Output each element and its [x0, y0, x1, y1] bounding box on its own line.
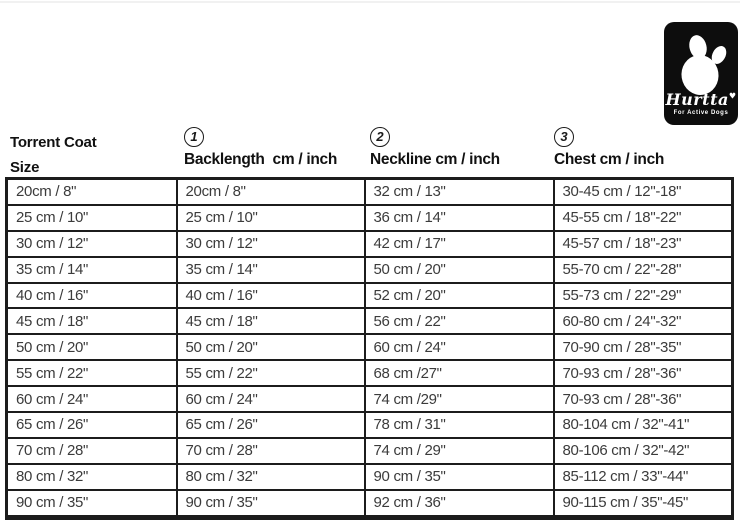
cell-chest: 55-70 cm / 22"-28": [554, 257, 733, 283]
table-title-block: [10, 130, 97, 180]
cell-neckline: 42 cm / 17": [365, 231, 554, 257]
logo-tagline: For Active Dogs: [673, 110, 729, 116]
cell-chest: 80-106 cm / 32"-42": [554, 438, 733, 464]
table-row: [7, 464, 733, 490]
cell-chest: 30-45 cm / 12"-18": [554, 179, 733, 205]
cell-size: 30 cm / 12": [7, 231, 177, 257]
cell-chest: 80-104 cm / 32"-41": [554, 412, 733, 438]
cell-backlength: 50 cm / 20": [177, 334, 365, 360]
page-top-divider: [0, 1, 740, 3]
cell-chest: 90-115 cm / 35"-45": [554, 490, 733, 517]
cell-backlength: 80 cm / 32": [177, 464, 365, 490]
table-row: [7, 334, 733, 360]
cell-neckline: 74 cm /29": [365, 386, 554, 412]
cell-backlength: 25 cm / 10": [177, 205, 365, 231]
cell-size: 35 cm / 14": [7, 257, 177, 283]
cell-chest: 45-55 cm / 18"-22": [554, 205, 733, 231]
cell-size: 90 cm / 35": [7, 490, 177, 517]
cell-size: 80 cm / 32": [7, 464, 177, 490]
cell-neckline: 52 cm / 20": [365, 283, 554, 309]
product-title: Torrent Coat: [10, 134, 97, 151]
cell-backlength: 60 cm / 24": [177, 386, 365, 412]
cell-neckline: 78 cm / 31": [365, 412, 554, 438]
column-header-chest: [554, 127, 740, 169]
cell-size: 70 cm / 28": [7, 438, 177, 464]
table-row: [7, 257, 733, 283]
table-row: [7, 308, 733, 334]
size-column-label: Size: [10, 159, 40, 176]
backlength-column-label: Backlength cm / inch: [184, 151, 338, 168]
table-row: [7, 412, 733, 438]
cell-chest: 85-112 cm / 33"-44": [554, 464, 733, 490]
cell-size: 50 cm / 20": [7, 334, 177, 360]
cell-backlength: 90 cm / 35": [177, 490, 365, 517]
table-row: [7, 386, 733, 412]
cell-chest: 55-73 cm / 22"-29": [554, 283, 733, 309]
cell-size: 25 cm / 10": [7, 205, 177, 231]
table-row: [7, 490, 733, 517]
neckline-column-label: Neckline cm / inch: [370, 151, 500, 168]
table-row: [7, 360, 733, 386]
cell-backlength: 65 cm / 26": [177, 412, 365, 438]
cell-size: 20cm / 8": [7, 179, 177, 205]
chest-column-label: Chest cm / inch: [554, 151, 665, 168]
size-chart-table: [5, 177, 734, 520]
logo-brand-text: Hurtta♥: [665, 90, 737, 109]
cell-backlength: 40 cm / 16": [177, 283, 365, 309]
cell-neckline: 74 cm / 29": [365, 438, 554, 464]
cell-chest: 70-90 cm / 28"-35": [554, 334, 733, 360]
circled-number-1-icon: 1: [184, 127, 204, 147]
circled-number-3-icon: 3: [554, 127, 574, 147]
cell-backlength: 35 cm / 14": [177, 257, 365, 283]
table-row: [7, 231, 733, 257]
hurtta-logo: [664, 22, 738, 125]
cell-size: 55 cm / 22": [7, 360, 177, 386]
cell-backlength: 70 cm / 28": [177, 438, 365, 464]
cell-backlength: 20cm / 8": [177, 179, 365, 205]
cell-neckline: 32 cm / 13": [365, 179, 554, 205]
cell-size: 45 cm / 18": [7, 308, 177, 334]
column-header-neckline: [370, 127, 560, 169]
table-row: [7, 283, 733, 309]
cell-neckline: 60 cm / 24": [365, 334, 554, 360]
heart-icon: ♥: [728, 90, 737, 101]
cell-neckline: 36 cm / 14": [365, 205, 554, 231]
circled-number-2-icon: 2: [370, 127, 390, 147]
column-header-backlength: [184, 127, 374, 169]
cell-size: 65 cm / 26": [7, 412, 177, 438]
cell-chest: 60-80 cm / 24"-32": [554, 308, 733, 334]
cell-chest: 70-93 cm / 28"-36": [554, 386, 733, 412]
table-row: [7, 179, 733, 205]
table-row: [7, 438, 733, 464]
cell-neckline: 68 cm /27": [365, 360, 554, 386]
cell-neckline: 92 cm / 36": [365, 490, 554, 517]
cell-backlength: 45 cm / 18": [177, 308, 365, 334]
table-row: [7, 205, 733, 231]
cell-chest: 45-57 cm / 18"-23": [554, 231, 733, 257]
cell-size: 60 cm / 24": [7, 386, 177, 412]
cell-neckline: 56 cm / 22": [365, 308, 554, 334]
cell-size: 40 cm / 16": [7, 283, 177, 309]
cell-neckline: 90 cm / 35": [365, 464, 554, 490]
cell-neckline: 50 cm / 20": [365, 257, 554, 283]
cell-backlength: 55 cm / 22": [177, 360, 365, 386]
cell-backlength: 30 cm / 12": [177, 231, 365, 257]
cell-chest: 70-93 cm / 28"-36": [554, 360, 733, 386]
